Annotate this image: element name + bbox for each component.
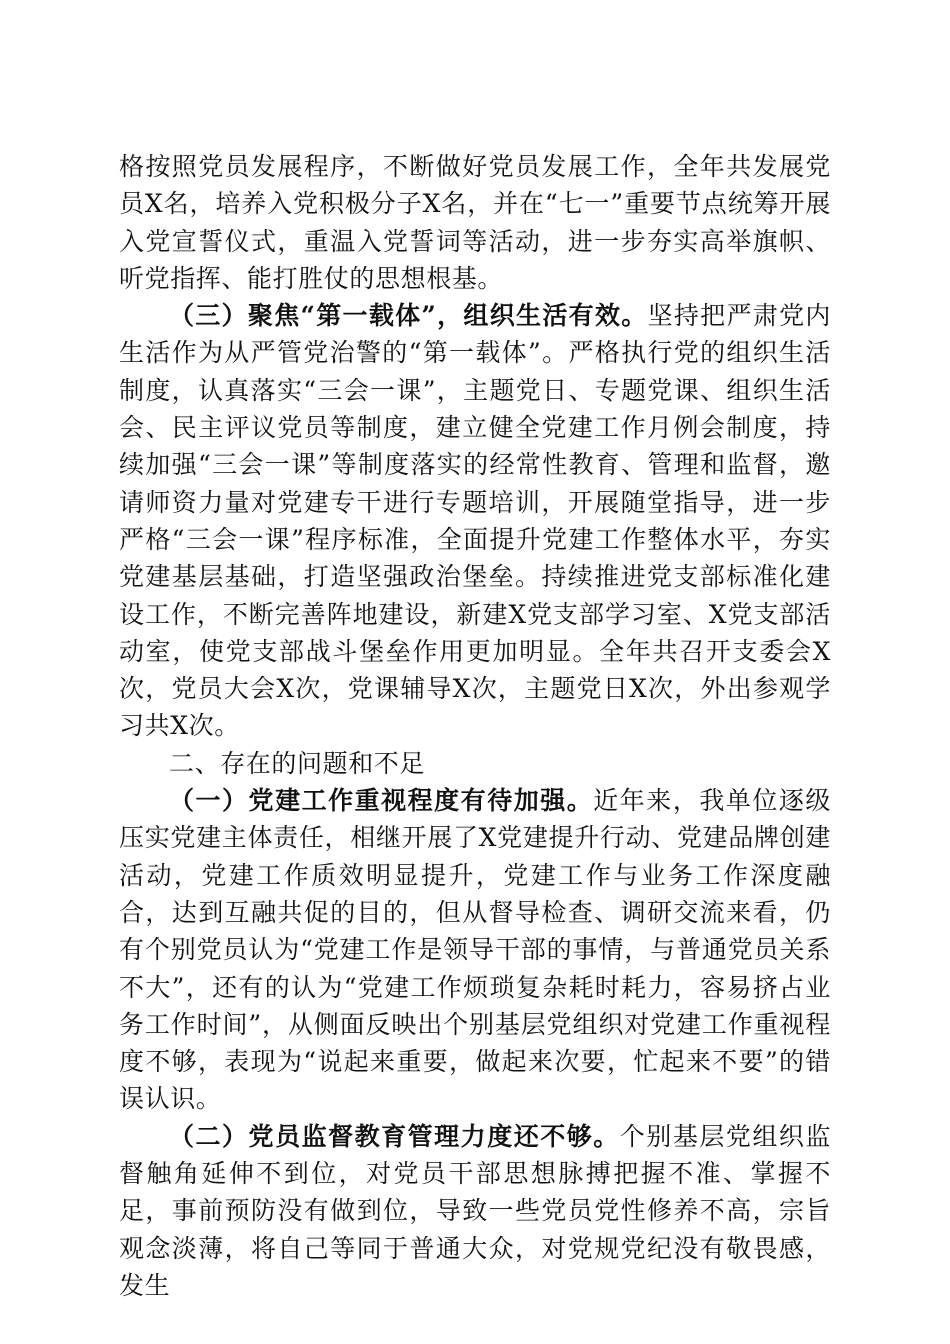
paragraph-text: 个别基层党组织监督触角延伸不到位，对党员干部思想脉搏把握不准、掌握不足，事前预防没有做到位，导致一些党员党性修养不高，宗旨观念淡薄，将自己等同于普通大众，对党规党纪没有敬畏感，发生 — [119, 1121, 831, 1300]
paragraph-text: 近年来，我单位逐级压实党建主体责任，相继开展了X党建提升行动、党建品牌创建活动，党建工作质效明显提升，党建工作与业务工作深度融合，达到互融共促的目的，但从督导检查、调研交流来看，仍有个别党员认为“党建工作是领导干部的事情，与普通党员关系不大”，还有的认为“党建工作烦琐复杂耗时耗力，容易挤占业务工作时间”，从侧面反映出个别基层党组织对党建工作重视程度不够，表现为“说起来重要，做起来次要，忙起来不要”的错误认识。 — [119, 786, 831, 1114]
paragraph-continuation — [119, 148, 831, 297]
paragraph-problem-1 — [119, 782, 831, 1118]
paragraph-problem-2 — [119, 1118, 831, 1304]
paragraph-organizational-life — [119, 297, 831, 745]
paragraph-text: 格按照党员发展程序，不断做好党员发展工作，全年共发展党员X名，培养入党积极分子X名，并在“七一”重要节点统筹开展入党宣誓仪式，重温入党誓词等活动，进一步夯实高举旗帜、听党指挥、能打胜仗的思想根基。 — [119, 152, 831, 293]
document-body — [119, 148, 831, 1304]
paragraph-lead: （一）党建工作重视程度有待加强。 — [169, 786, 594, 816]
paragraph-lead: （二）党员监督教育管理力度还不够。 — [169, 1121, 620, 1151]
paragraph-text: 坚持把严肃党内生活作为从严管党治警的“第一载体”。严格执行党的组织生活制度，认真落实“三会一课”，主题党日、专题党课、组织生活会、民主评议党员等制度，建立健全党建工作月例会制度，持续加强“三会一课”等制度落实的经常性教育、管理和监督，邀请师资力量对党建专干进行专题培训，开展随堂指导，进一步严格“三会一课”程序标准，全面提升党建工作整体水平，夯实党建基层基础，打造坚强政治堡垒。持续推进党支部标准化建设工作，不断完善阵地建设，新建X党支部学习室、X党支部活动室，使党支部战斗堡垒作用更加明显。全年共召开支委会X次，党员大会X次，党课辅导X次，主题党日X次，外出参观学习共X次。 — [119, 301, 831, 741]
paragraph-lead: （三）聚焦“第一载体”，组织生活有效。 — [169, 301, 648, 331]
section-heading: 二、存在的问题和不足 — [169, 748, 426, 778]
